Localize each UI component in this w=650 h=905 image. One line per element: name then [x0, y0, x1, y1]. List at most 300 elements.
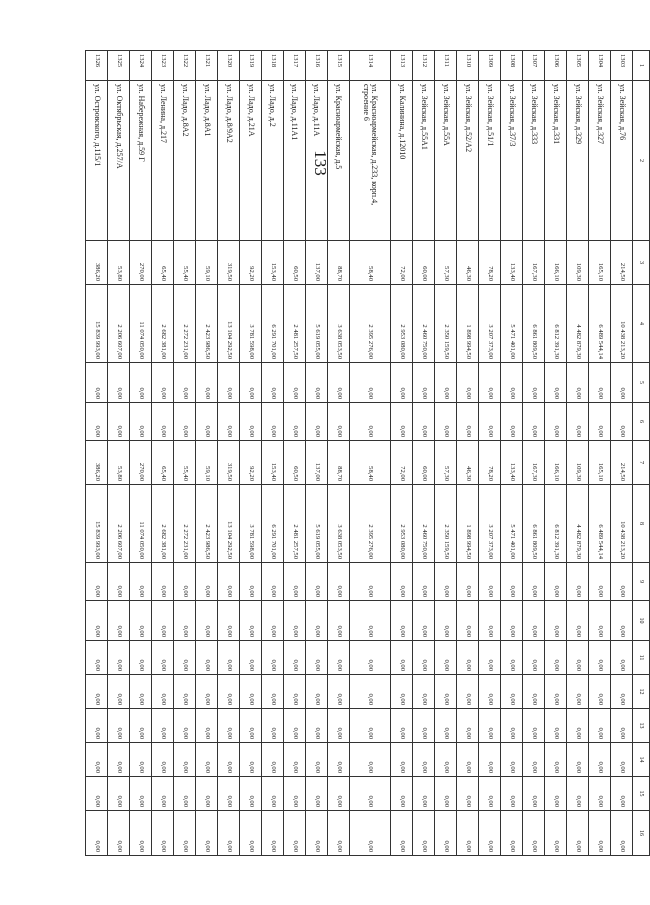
value-cell: 0,00 — [391, 811, 413, 856]
value-cell: 0,00 — [195, 675, 217, 709]
value-cell: 0,00 — [239, 641, 261, 675]
column-number: 14 — [632, 743, 649, 777]
value-cell: 0,00 — [327, 363, 349, 403]
row-number: 1309 — [479, 51, 501, 81]
value-cell: 0,00 — [261, 601, 283, 641]
address-cell: ул. Зейская, д.76 — [610, 81, 632, 241]
address-cell: ул. Ладо, д.8А1 — [195, 81, 217, 241]
table-row — [108, 51, 130, 856]
value-cell: 0,00 — [173, 641, 195, 675]
value-cell: 6 489 544,14 — [589, 285, 611, 363]
value-cell: 2 395 276,00 — [349, 485, 391, 563]
value-cell: 0,00 — [108, 743, 130, 777]
value-cell: 57,30 — [435, 241, 457, 285]
table-row — [501, 51, 523, 856]
row-number: 1326 — [86, 51, 108, 81]
address-cell: ул. Октябрьская, д.257/А — [108, 81, 130, 241]
value-cell: 109,30 — [567, 241, 589, 285]
value-cell: 13 104 292,50 — [217, 485, 239, 563]
value-cell: 0,00 — [589, 675, 611, 709]
value-cell: 0,00 — [151, 363, 173, 403]
table-row — [217, 51, 239, 856]
value-cell: 2 481 257,50 — [283, 285, 305, 363]
value-cell: 0,00 — [589, 811, 611, 856]
value-cell: 0,00 — [239, 601, 261, 641]
value-cell: 0,00 — [501, 601, 523, 641]
value-cell: 0,00 — [413, 403, 435, 441]
value-cell: 0,00 — [195, 777, 217, 811]
value-cell: 0,00 — [239, 709, 261, 743]
value-cell: 0,00 — [567, 563, 589, 601]
value-cell: 0,00 — [108, 709, 130, 743]
value-cell: 0,00 — [151, 601, 173, 641]
value-cell: 0,00 — [435, 601, 457, 641]
value-cell: 65,40 — [151, 241, 173, 285]
value-cell: 2 953 080,00 — [391, 285, 413, 363]
address-cell: ул. Зейская, д.51/1 — [479, 81, 501, 241]
column-number: 8 — [632, 485, 649, 563]
value-cell: 0,00 — [108, 641, 130, 675]
row-number: 1322 — [173, 51, 195, 81]
value-cell: 0,00 — [523, 403, 545, 441]
value-cell: 2 953 080,00 — [391, 485, 413, 563]
value-cell: 0,00 — [283, 563, 305, 601]
value-cell: 165,10 — [589, 241, 611, 285]
value-cell: 0,00 — [413, 641, 435, 675]
column-number: 9 — [632, 563, 649, 601]
value-cell: 0,00 — [435, 777, 457, 811]
table-row — [391, 51, 413, 856]
value-cell: 0,00 — [108, 403, 130, 441]
value-cell: 3 638 053,50 — [327, 485, 349, 563]
value-cell: 0,00 — [108, 777, 130, 811]
value-cell: 0,00 — [349, 363, 391, 403]
value-cell: 60,50 — [283, 241, 305, 285]
value-cell: 0,00 — [457, 563, 479, 601]
value-cell: 214,50 — [610, 441, 632, 485]
value-cell: 0,00 — [610, 601, 632, 641]
value-cell: 0,00 — [457, 709, 479, 743]
value-cell: 0,00 — [173, 403, 195, 441]
row-number: 1306 — [545, 51, 567, 81]
value-cell: 0,00 — [435, 403, 457, 441]
value-cell: 270,00 — [130, 441, 152, 485]
value-cell: 3 207 373,00 — [479, 285, 501, 363]
row-number: 1314 — [349, 51, 391, 81]
value-cell: 88,70 — [327, 441, 349, 485]
value-cell: 3 638 053,50 — [327, 285, 349, 363]
value-cell: 0,00 — [589, 641, 611, 675]
value-cell: 0,00 — [435, 743, 457, 777]
value-cell: 2 481 257,50 — [283, 485, 305, 563]
value-cell: 60,50 — [283, 441, 305, 485]
value-cell: 0,00 — [457, 641, 479, 675]
value-cell: 0,00 — [413, 563, 435, 601]
value-cell: 0,00 — [217, 403, 239, 441]
value-cell: 0,00 — [589, 601, 611, 641]
value-cell: 0,00 — [173, 675, 195, 709]
value-cell: 60,00 — [413, 441, 435, 485]
value-cell: 0,00 — [283, 403, 305, 441]
value-cell: 11 074 050,00 — [130, 485, 152, 563]
value-cell: 0,00 — [523, 743, 545, 777]
value-cell: 13 104 292,50 — [217, 285, 239, 363]
value-cell: 55,40 — [173, 441, 195, 485]
value-cell: 0,00 — [545, 641, 567, 675]
table-row — [130, 51, 152, 856]
address-cell: ул. Зейская, д.333 — [523, 81, 545, 241]
value-cell: 0,00 — [349, 743, 391, 777]
value-cell: 0,00 — [130, 563, 152, 601]
row-number: 1320 — [217, 51, 239, 81]
value-cell: 137,00 — [305, 241, 327, 285]
value-cell: 2 350 159,50 — [435, 485, 457, 563]
value-cell: 0,00 — [435, 563, 457, 601]
value-cell: 0,00 — [195, 403, 217, 441]
value-cell: 0,00 — [283, 777, 305, 811]
value-cell: 0,00 — [501, 641, 523, 675]
value-cell: 0,00 — [391, 403, 413, 441]
value-cell: 0,00 — [610, 363, 632, 403]
value-cell: 0,00 — [130, 709, 152, 743]
value-cell: 0,00 — [457, 403, 479, 441]
value-cell: 0,00 — [435, 363, 457, 403]
value-cell: 0,00 — [217, 363, 239, 403]
value-cell: 6 291 701,00 — [261, 485, 283, 563]
value-cell: 0,00 — [261, 563, 283, 601]
value-cell: 0,00 — [391, 563, 413, 601]
address-cell: ул. Ладо, д.11А — [305, 81, 327, 241]
value-cell: 0,00 — [217, 601, 239, 641]
value-cell: 88,70 — [327, 241, 349, 285]
column-number: 15 — [632, 777, 649, 811]
value-cell: 2 682 381,00 — [151, 485, 173, 563]
value-cell: 0,00 — [391, 675, 413, 709]
row-number: 1312 — [413, 51, 435, 81]
value-cell: 167,30 — [523, 241, 545, 285]
table-row — [567, 51, 589, 856]
table-row — [195, 51, 217, 856]
value-cell: 0,00 — [305, 709, 327, 743]
column-number: 10 — [632, 601, 649, 641]
table-row — [239, 51, 261, 856]
value-cell: 0,00 — [151, 743, 173, 777]
table-row — [413, 51, 435, 856]
value-cell: 319,50 — [217, 441, 239, 485]
value-cell: 0,00 — [349, 777, 391, 811]
value-cell: 0,00 — [151, 675, 173, 709]
value-cell: 0,00 — [501, 675, 523, 709]
value-cell: 4 482 879,30 — [567, 485, 589, 563]
value-cell: 0,00 — [195, 601, 217, 641]
value-cell: 0,00 — [479, 675, 501, 709]
value-cell: 0,00 — [567, 675, 589, 709]
value-cell: 0,00 — [217, 709, 239, 743]
value-cell: 0,00 — [589, 743, 611, 777]
address-cell: ул. Калинина, д.12010 — [391, 81, 413, 241]
column-number: 16 — [632, 811, 649, 856]
value-cell: 0,00 — [523, 777, 545, 811]
value-cell: 0,00 — [327, 641, 349, 675]
address-cell: ул. Зейская, д.37/3 — [501, 81, 523, 241]
address-cell: ул. Красноармейская, д.233, корп.4, строение 6 — [349, 81, 391, 241]
value-cell: 386,20 — [86, 441, 108, 485]
value-cell: 0,00 — [567, 363, 589, 403]
address-cell: ул. Зейская, д.52/А2 — [457, 81, 479, 241]
value-cell: 319,50 — [217, 241, 239, 285]
value-cell: 109,30 — [567, 441, 589, 485]
value-cell: 0,00 — [130, 777, 152, 811]
value-cell: 0,00 — [457, 363, 479, 403]
value-cell: 0,00 — [195, 743, 217, 777]
value-cell: 0,00 — [261, 743, 283, 777]
value-cell: 0,00 — [239, 675, 261, 709]
value-cell: 1 898 994,50 — [457, 285, 479, 363]
value-cell: 270,00 — [130, 241, 152, 285]
value-cell: 0,00 — [130, 743, 152, 777]
value-cell: 0,00 — [327, 403, 349, 441]
value-cell: 46,30 — [457, 241, 479, 285]
value-cell: 0,00 — [261, 811, 283, 856]
value-cell: 0,00 — [479, 641, 501, 675]
value-cell: 0,00 — [305, 363, 327, 403]
value-cell: 0,00 — [501, 403, 523, 441]
value-cell: 0,00 — [610, 675, 632, 709]
value-cell: 0,00 — [610, 709, 632, 743]
value-cell: 60,00 — [413, 241, 435, 285]
value-cell: 0,00 — [151, 403, 173, 441]
value-cell: 0,00 — [86, 675, 108, 709]
value-cell: 10 438 213,20 — [610, 485, 632, 563]
column-number: 13 — [632, 709, 649, 743]
column-number: 12 — [632, 675, 649, 709]
value-cell: 0,00 — [283, 675, 305, 709]
table-row — [457, 51, 479, 856]
value-cell: 2 423 986,50 — [195, 485, 217, 563]
header-row — [632, 51, 649, 856]
value-cell: 72,00 — [391, 241, 413, 285]
value-cell: 0,00 — [457, 777, 479, 811]
value-cell: 0,00 — [283, 363, 305, 403]
row-number: 1310 — [457, 51, 479, 81]
value-cell: 0,00 — [283, 811, 305, 856]
value-cell: 0,00 — [283, 709, 305, 743]
value-cell: 0,00 — [130, 363, 152, 403]
value-cell: 0,00 — [261, 777, 283, 811]
value-cell: 6 489 544,14 — [589, 485, 611, 563]
value-cell: 0,00 — [413, 363, 435, 403]
address-cell: ул. Ладо, д.8А2 — [173, 81, 195, 241]
value-cell: 0,00 — [173, 563, 195, 601]
row-number: 1319 — [239, 51, 261, 81]
value-cell: 0,00 — [501, 777, 523, 811]
value-cell: 0,00 — [217, 563, 239, 601]
value-cell: 0,00 — [261, 675, 283, 709]
value-cell: 2 272 231,00 — [173, 485, 195, 563]
value-cell: 0,00 — [391, 743, 413, 777]
value-cell: 0,00 — [86, 743, 108, 777]
value-cell: 167,30 — [523, 441, 545, 485]
value-cell: 0,00 — [86, 811, 108, 856]
value-cell: 0,00 — [589, 777, 611, 811]
value-cell: 0,00 — [523, 709, 545, 743]
table-row — [283, 51, 305, 856]
table-row — [610, 51, 632, 856]
value-cell: 0,00 — [151, 777, 173, 811]
value-cell: 0,00 — [327, 811, 349, 856]
value-cell: 2 423 986,50 — [195, 285, 217, 363]
value-cell: 0,00 — [479, 403, 501, 441]
value-cell: 0,00 — [239, 743, 261, 777]
value-cell: 133,40 — [501, 441, 523, 485]
value-cell: 0,00 — [305, 675, 327, 709]
address-cell: ул. Зейская, д.331 — [545, 81, 567, 241]
value-cell: 0,00 — [327, 743, 349, 777]
value-cell: 0,00 — [173, 709, 195, 743]
value-cell: 0,00 — [610, 403, 632, 441]
value-cell: 2 350 159,50 — [435, 285, 457, 363]
address-cell: ул. Зейская, д.327 — [589, 81, 611, 241]
value-cell: 0,00 — [610, 641, 632, 675]
value-cell: 0,00 — [457, 743, 479, 777]
row-number: 1323 — [151, 51, 173, 81]
value-cell: 0,00 — [173, 363, 195, 403]
value-cell: 6 861 809,50 — [523, 285, 545, 363]
value-cell: 0,00 — [479, 777, 501, 811]
value-cell: 0,00 — [349, 403, 391, 441]
value-cell: 0,00 — [305, 563, 327, 601]
value-cell: 0,00 — [349, 709, 391, 743]
column-number: 3 — [632, 241, 649, 285]
value-cell: 0,00 — [261, 403, 283, 441]
value-cell: 0,00 — [86, 641, 108, 675]
value-cell: 5 619 055,00 — [305, 485, 327, 563]
value-cell: 0,00 — [283, 641, 305, 675]
value-cell: 0,00 — [413, 709, 435, 743]
table-row — [261, 51, 283, 856]
value-cell: 0,00 — [479, 563, 501, 601]
value-cell: 0,00 — [545, 777, 567, 811]
value-cell: 0,00 — [217, 777, 239, 811]
value-cell: 0,00 — [195, 709, 217, 743]
value-cell: 214,50 — [610, 241, 632, 285]
value-cell: 0,00 — [130, 601, 152, 641]
value-cell: 0,00 — [479, 811, 501, 856]
value-cell: 0,00 — [545, 709, 567, 743]
value-cell: 0,00 — [413, 777, 435, 811]
value-cell: 0,00 — [523, 563, 545, 601]
table-row — [435, 51, 457, 856]
row-number: 1308 — [501, 51, 523, 81]
value-cell: 0,00 — [567, 641, 589, 675]
value-cell: 0,00 — [501, 709, 523, 743]
value-cell: 0,00 — [457, 811, 479, 856]
table-row — [523, 51, 545, 856]
value-cell: 0,00 — [173, 811, 195, 856]
value-cell: 0,00 — [435, 709, 457, 743]
value-cell: 0,00 — [217, 641, 239, 675]
row-number: 1321 — [195, 51, 217, 81]
value-cell: 0,00 — [523, 363, 545, 403]
value-cell: 11 074 050,00 — [130, 285, 152, 363]
address-cell: ул. Островского, д.115/1 — [86, 81, 108, 241]
value-cell: 0,00 — [589, 709, 611, 743]
value-cell: 3 781 598,00 — [239, 285, 261, 363]
value-cell: 0,00 — [501, 363, 523, 403]
value-cell: 0,00 — [327, 601, 349, 641]
value-cell: 0,00 — [327, 709, 349, 743]
table-row — [327, 51, 349, 856]
value-cell: 3 207 373,00 — [479, 485, 501, 563]
address-cell: ул. Зейская, д.55А — [435, 81, 457, 241]
row-number: 1311 — [435, 51, 457, 81]
value-cell: 0,00 — [479, 363, 501, 403]
value-cell: 0,00 — [413, 601, 435, 641]
value-cell: 0,00 — [327, 563, 349, 601]
value-cell: 4 482 879,30 — [567, 285, 589, 363]
value-cell: 0,00 — [391, 709, 413, 743]
value-cell: 0,00 — [195, 363, 217, 403]
column-number: 4 — [632, 285, 649, 363]
table-row — [86, 51, 108, 856]
value-cell: 0,00 — [610, 743, 632, 777]
value-cell: 0,00 — [327, 675, 349, 709]
value-cell: 0,00 — [589, 363, 611, 403]
value-cell: 58,40 — [349, 241, 391, 285]
value-cell: 0,00 — [545, 601, 567, 641]
table-row — [545, 51, 567, 856]
value-cell: 0,00 — [217, 811, 239, 856]
value-cell: 0,00 — [567, 709, 589, 743]
row-number: 1313 — [391, 51, 413, 81]
row-number: 1324 — [130, 51, 152, 81]
value-cell: 0,00 — [479, 709, 501, 743]
value-cell: 0,00 — [195, 641, 217, 675]
row-number: 1325 — [108, 51, 130, 81]
value-cell: 0,00 — [391, 363, 413, 403]
value-cell: 0,00 — [523, 675, 545, 709]
value-cell: 0,00 — [567, 777, 589, 811]
value-cell: 0,00 — [173, 601, 195, 641]
value-cell: 2 206 607,00 — [108, 285, 130, 363]
value-cell: 0,00 — [283, 743, 305, 777]
value-cell: 0,00 — [305, 811, 327, 856]
value-cell: 3 781 598,00 — [239, 485, 261, 563]
value-cell: 0,00 — [108, 675, 130, 709]
value-cell: 386,20 — [86, 241, 108, 285]
value-cell: 1 898 994,50 — [457, 485, 479, 563]
value-cell: 15 839 993,00 — [86, 485, 108, 563]
value-cell: 0,00 — [349, 811, 391, 856]
value-cell: 0,00 — [479, 601, 501, 641]
value-cell: 53,80 — [108, 241, 130, 285]
value-cell: 0,00 — [545, 811, 567, 856]
value-cell: 0,00 — [217, 743, 239, 777]
table-row — [151, 51, 173, 856]
column-number: 7 — [632, 441, 649, 485]
value-cell: 0,00 — [610, 777, 632, 811]
value-cell: 0,00 — [261, 363, 283, 403]
value-cell: 0,00 — [567, 811, 589, 856]
value-cell: 0,00 — [523, 811, 545, 856]
value-cell: 0,00 — [567, 743, 589, 777]
value-cell: 0,00 — [261, 709, 283, 743]
value-cell: 0,00 — [327, 777, 349, 811]
row-number: 1318 — [261, 51, 283, 81]
housing-table — [85, 50, 650, 856]
table-row — [589, 51, 611, 856]
value-cell: 0,00 — [545, 563, 567, 601]
